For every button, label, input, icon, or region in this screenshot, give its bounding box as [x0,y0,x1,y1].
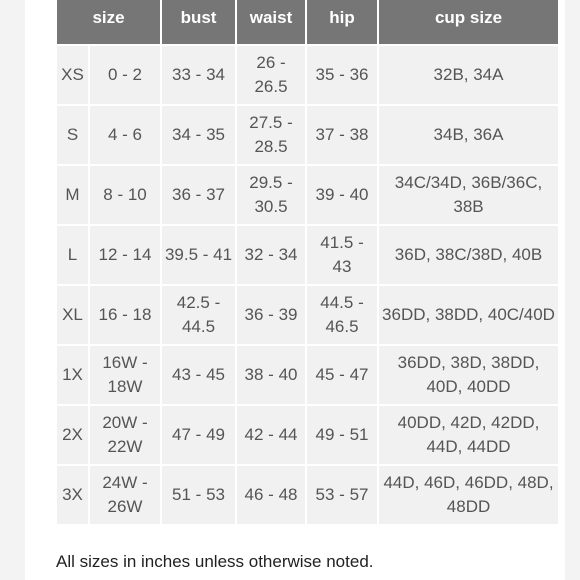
size-letter-cell: 1X [57,346,88,404]
table-row [57,46,558,104]
table-row [57,286,558,344]
header-row [57,0,558,44]
cup-size-cell: 32B, 34A [379,46,558,104]
header-hip: hip [307,0,377,44]
hip-cell: 39 - 40 [307,166,377,224]
hip-cell: 41.5 - 43 [307,226,377,284]
hip-cell: 45 - 47 [307,346,377,404]
size-letter-cell: M [57,166,88,224]
hip-cell: 49 - 51 [307,406,377,464]
cup-size-cell: 34C/34D, 36B/36C, 38B [379,166,558,224]
size-number-cell: 16 - 18 [90,286,160,344]
hip-cell: 44.5 - 46.5 [307,286,377,344]
header-waist: waist [237,0,305,44]
size-letter-cell: 2X [57,406,88,464]
bust-cell: 43 - 45 [162,346,235,404]
cup-size-cell: 36DD, 38DD, 40C/40D [379,286,558,344]
bust-cell: 34 - 35 [162,106,235,164]
size-number-cell: 12 - 14 [90,226,160,284]
waist-cell: 27.5 - 28.5 [237,106,305,164]
waist-cell: 38 - 40 [237,346,305,404]
size-chart-container [57,0,555,524]
bust-cell: 36 - 37 [162,166,235,224]
waist-cell: 32 - 34 [237,226,305,284]
size-number-cell: 4 - 6 [90,106,160,164]
table-row [57,226,558,284]
size-letter-cell: 3X [57,466,88,524]
table-row [57,106,558,164]
waist-cell: 26 - 26.5 [237,46,305,104]
cup-size-cell: 40DD, 42D, 42DD, 44D, 44DD [379,406,558,464]
waist-cell: 46 - 48 [237,466,305,524]
table-row [57,346,558,404]
size-number-cell: 8 - 10 [90,166,160,224]
footnote: All sizes in inches unless otherwise noted. [56,552,374,571]
size-letter-cell: S [57,106,88,164]
hip-cell: 53 - 57 [307,466,377,524]
size-number-cell: 24W - 26W [90,466,160,524]
size-number-cell: 20W - 22W [90,406,160,464]
size-chart-table [55,0,560,526]
table-row [57,466,558,524]
size-letter-cell: L [57,226,88,284]
header-cup-size: cup size [379,0,558,44]
size-letter-cell: XL [57,286,88,344]
cup-size-cell: 36DD, 38D, 38DD, 40D, 40DD [379,346,558,404]
header-size: size [57,0,160,44]
size-letter-cell: XS [57,46,88,104]
bust-cell: 47 - 49 [162,406,235,464]
cup-size-cell: 44D, 46D, 46DD, 48D, 48DD [379,466,558,524]
left-margin-panel [0,0,25,580]
right-margin-panel [565,0,580,580]
waist-cell: 36 - 39 [237,286,305,344]
cup-size-cell: 34B, 36A [379,106,558,164]
size-number-cell: 16W - 18W [90,346,160,404]
hip-cell: 35 - 36 [307,46,377,104]
waist-cell: 42 - 44 [237,406,305,464]
table-row [57,406,558,464]
bust-cell: 33 - 34 [162,46,235,104]
bust-cell: 39.5 - 41 [162,226,235,284]
header-bust: bust [162,0,235,44]
bust-cell: 42.5 - 44.5 [162,286,235,344]
size-number-cell: 0 - 2 [90,46,160,104]
table-row [57,166,558,224]
hip-cell: 37 - 38 [307,106,377,164]
cup-size-cell: 36D, 38C/38D, 40B [379,226,558,284]
waist-cell: 29.5 - 30.5 [237,166,305,224]
bust-cell: 51 - 53 [162,466,235,524]
